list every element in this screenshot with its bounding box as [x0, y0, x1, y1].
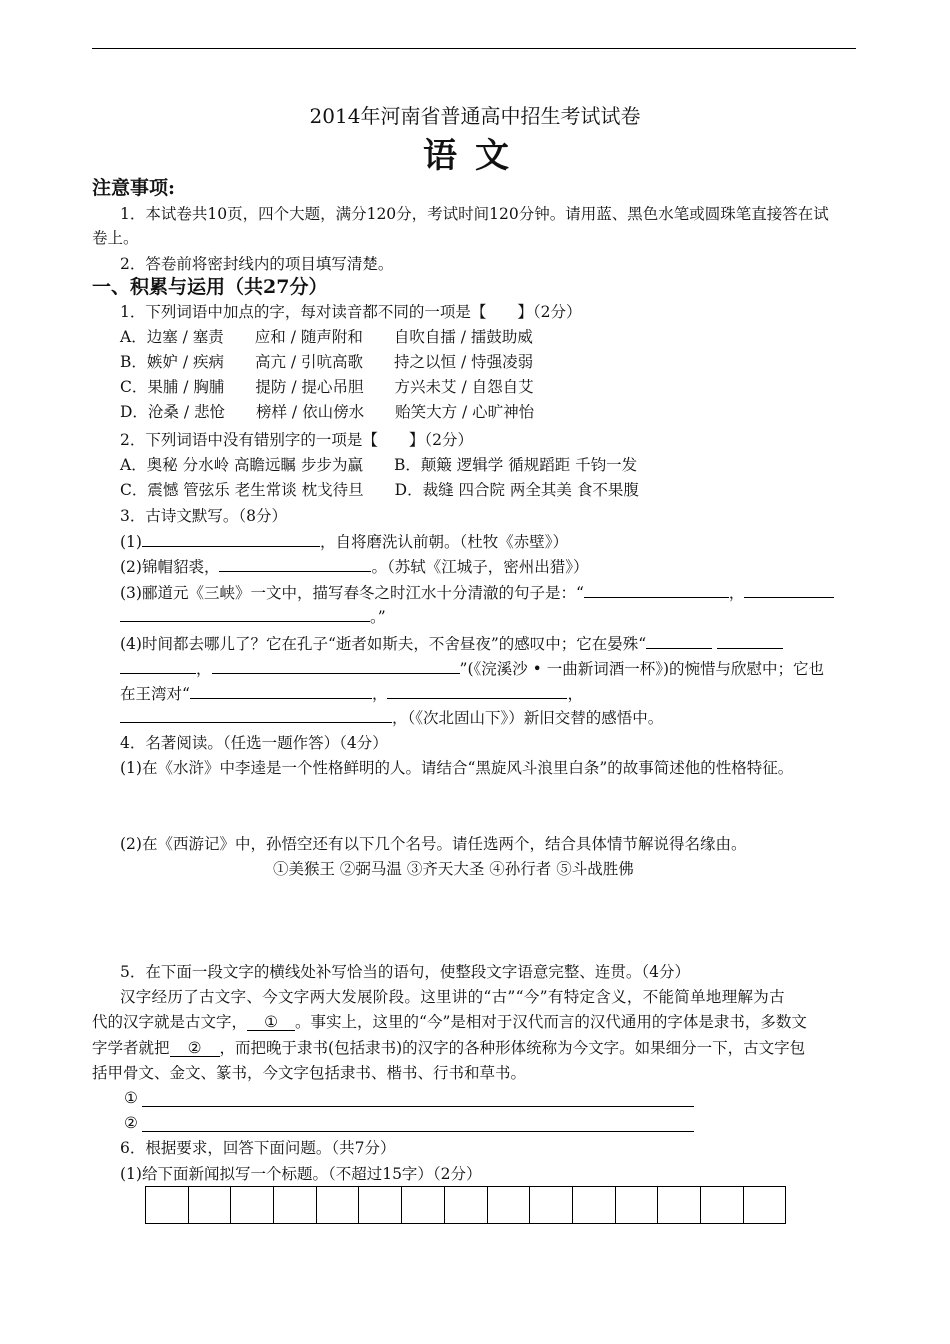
answer-blank[interactable] [120, 707, 392, 723]
q3-part-4 [120, 633, 783, 654]
q3-p2-text: 。（苏轼《江城子，密州出猎》） [371, 558, 589, 576]
q3-p4-text: (4)时间都去哪儿了？它在孔子“逝者如斯夫，不舍昼夜”的感叹中；它在晏殊“ [120, 635, 647, 653]
q4-names: ①美猴王 ②弼马温 ③齐天大圣 ④孙行者 ⑤斗战胜佛 [273, 860, 634, 878]
headline-answer-grid [145, 1186, 786, 1224]
section-1-heading: 一、积累与运用（共27分） [92, 276, 328, 298]
answer-blank[interactable] [120, 658, 196, 674]
q3-p4-comma-2: ， [371, 685, 388, 703]
q3-p3-comma: ， [728, 584, 745, 602]
q5-answer-2-line[interactable] [142, 1131, 694, 1132]
answer-grid-cell[interactable] [146, 1187, 189, 1223]
q3-p1-text: ，自将磨洗认前朝。（杜牧《赤壁》） [319, 533, 568, 551]
answer-blank[interactable] [120, 606, 370, 622]
answer-grid-cell[interactable] [402, 1187, 445, 1223]
answer-grid-cell[interactable] [616, 1187, 659, 1223]
q3-p4-comma-3: ， [567, 685, 583, 703]
q1-option-c: C．果脯 / 胸脯 提防 / 提心吊胆 方兴未艾 / 自怨自艾 [120, 378, 534, 396]
q5-text-4: 括甲骨文、金文、篆书，今文字包括隶书、楷书、行书和草书。 [92, 1064, 527, 1082]
q1-option-a: A．边塞 / 塞责 应和 / 随声附和 自吹自擂 / 擂鼓助威 [120, 328, 533, 346]
q6-part-1: (1)给下面新闻拟写一个标题。（不超过15字）（2分） [120, 1165, 482, 1183]
answer-blank[interactable] [219, 556, 371, 572]
answer-blank[interactable] [387, 683, 567, 699]
notice-item-2: 2．答卷前将密封线内的项目填写清楚。 [120, 255, 394, 273]
answer-grid-cell[interactable] [573, 1187, 616, 1223]
answer-grid-cell[interactable] [231, 1187, 274, 1223]
q3-p4-text-4: ，（《次北固山下》）新旧交替的感悟中。 [392, 709, 664, 727]
answer-grid-cell[interactable] [744, 1187, 787, 1223]
q3-p4-text-2: ”(《浣溪沙 • 一曲新词酒一杯》)的惋惜与欣慰中；它也 [459, 660, 825, 678]
q2-options-cd: C．震憾 管弦乐 老生常谈 枕戈待旦 D．裁缝 四合院 两全其美 食不果腹 [120, 481, 639, 499]
answer-grid-cell[interactable] [658, 1187, 701, 1223]
q3-part-3-cont [120, 606, 386, 627]
answer-grid-cell[interactable] [359, 1187, 402, 1223]
q3-p4-comma: ， [196, 660, 212, 678]
q5-answer-2-label: ② [124, 1114, 138, 1132]
q5-answer-1-line[interactable] [142, 1106, 694, 1107]
q5-text-2b: 。事实上，这里的“今”是相对于汉代而言的汉代通用的字体是隶书，多数文 [295, 1013, 807, 1031]
q3-p4-text-3: 在王湾对“ [120, 685, 190, 703]
answer-grid-cell[interactable] [445, 1187, 488, 1223]
q5-blank-2[interactable]: ② [170, 1038, 220, 1057]
q3-p3-end: 。” [370, 608, 386, 626]
q2-options-ab: A．奥秘 分水岭 高瞻远瞩 步步为赢 B．颠簸 逻辑学 循规蹈距 千钧一发 [120, 456, 638, 474]
q5-answer-1-label: ① [124, 1089, 138, 1107]
q3-part-4-cont [120, 658, 824, 679]
answer-grid-cell[interactable] [530, 1187, 573, 1223]
answer-blank[interactable] [744, 582, 834, 598]
answer-grid-cell[interactable] [274, 1187, 317, 1223]
q1-option-b: B．嫉妒 / 疾病 高亢 / 引吭高歌 持之以恒 / 恃强凌弱 [120, 353, 534, 371]
q3-part-4-cont-3 [120, 707, 663, 728]
answer-blank[interactable] [717, 633, 783, 649]
notice-item-1: 1．本试卷共10页，四个大题，满分120分，考试时间120分钟。请用蓝、黑色水笔或圆珠笔直接答在试 [120, 205, 829, 223]
q3-stem: 3．古诗文默写。（8分） [120, 507, 287, 525]
q3-part-4-cont-2 [120, 683, 583, 704]
answer-blank[interactable] [584, 582, 729, 598]
q5-blank-1[interactable]: ① [247, 1012, 295, 1031]
q5-text-3b: ，而把晚于隶书(包括隶书)的汉字的各种形体统称为今文字。如果细分一下，古文字包 [219, 1039, 806, 1057]
answer-blank[interactable] [142, 531, 320, 547]
answer-blank[interactable] [212, 658, 460, 674]
answer-blank[interactable] [190, 683, 372, 699]
q4-stem: 4．名著阅读。（任选一题作答）（4分） [120, 734, 388, 752]
q3-part-2 [120, 556, 588, 577]
q5-text-2 [92, 1012, 807, 1032]
answer-grid-cell[interactable] [317, 1187, 360, 1223]
answer-blank[interactable] [646, 633, 712, 649]
notice-item-1-cont: 卷上。 [92, 229, 139, 247]
q1-option-d: D．沧桑 / 悲怆 榜样 / 依山傍水 贻笑大方 / 心旷神怡 [120, 403, 535, 421]
q3-part-1 [120, 531, 568, 552]
q4-part-2: (2)在《西游记》中，孙悟空还有以下几个名号。请任选两个，结合具体情节解说得名缘由。 [120, 835, 747, 853]
q6-stem: 6．根据要求，回答下面问题。（共7分） [120, 1139, 396, 1157]
q5-stem: 5．在下面一段文字的横线处补写恰当的语句，使整段文字语意完整、连贯。（4分） [120, 963, 690, 981]
q3-p1-label: (1) [120, 533, 142, 551]
answer-grid-cell[interactable] [189, 1187, 232, 1223]
header-rule [92, 48, 856, 49]
q5-text-3 [92, 1038, 805, 1058]
q3-p3-text: (3)郦道元《三峡》一文中，描写春冬之时江水十分清澈的句子是：“ [120, 584, 584, 602]
q2-stem: 2．下列词语中没有错别字的一项是【 】（2分） [120, 431, 473, 449]
q1-stem: 1．下列词语中加点的字，每对读音都不同的一项是【 】（2分） [120, 303, 582, 321]
q3-part-3 [120, 582, 834, 603]
q5-text-1: 汉字经历了古文字、今文字两大发展阶段。这里讲的“古”“今”有特定含义，不能简单地理解为古 [120, 988, 785, 1006]
q5-text-3a: 字学者就把 [92, 1039, 170, 1057]
q4-part-1: (1)在《水浒》中李逵是一个性格鲜明的人。请结合“黑旋风斗浪里白条”的故事简述他的性格特征。 [120, 759, 794, 777]
q3-p2-label: (2)锦帽貂裘， [120, 558, 220, 576]
q5-text-2a: 代的汉字就是古文字， [92, 1013, 248, 1031]
answer-grid-cell[interactable] [701, 1187, 744, 1223]
answer-grid-cell[interactable] [488, 1187, 531, 1223]
notice-heading: 注意事项: [92, 177, 176, 199]
subject-title: 语文 [423, 136, 527, 176]
exam-subtitle: 2014年河南省普通高中招生考试试卷 [309, 104, 641, 128]
